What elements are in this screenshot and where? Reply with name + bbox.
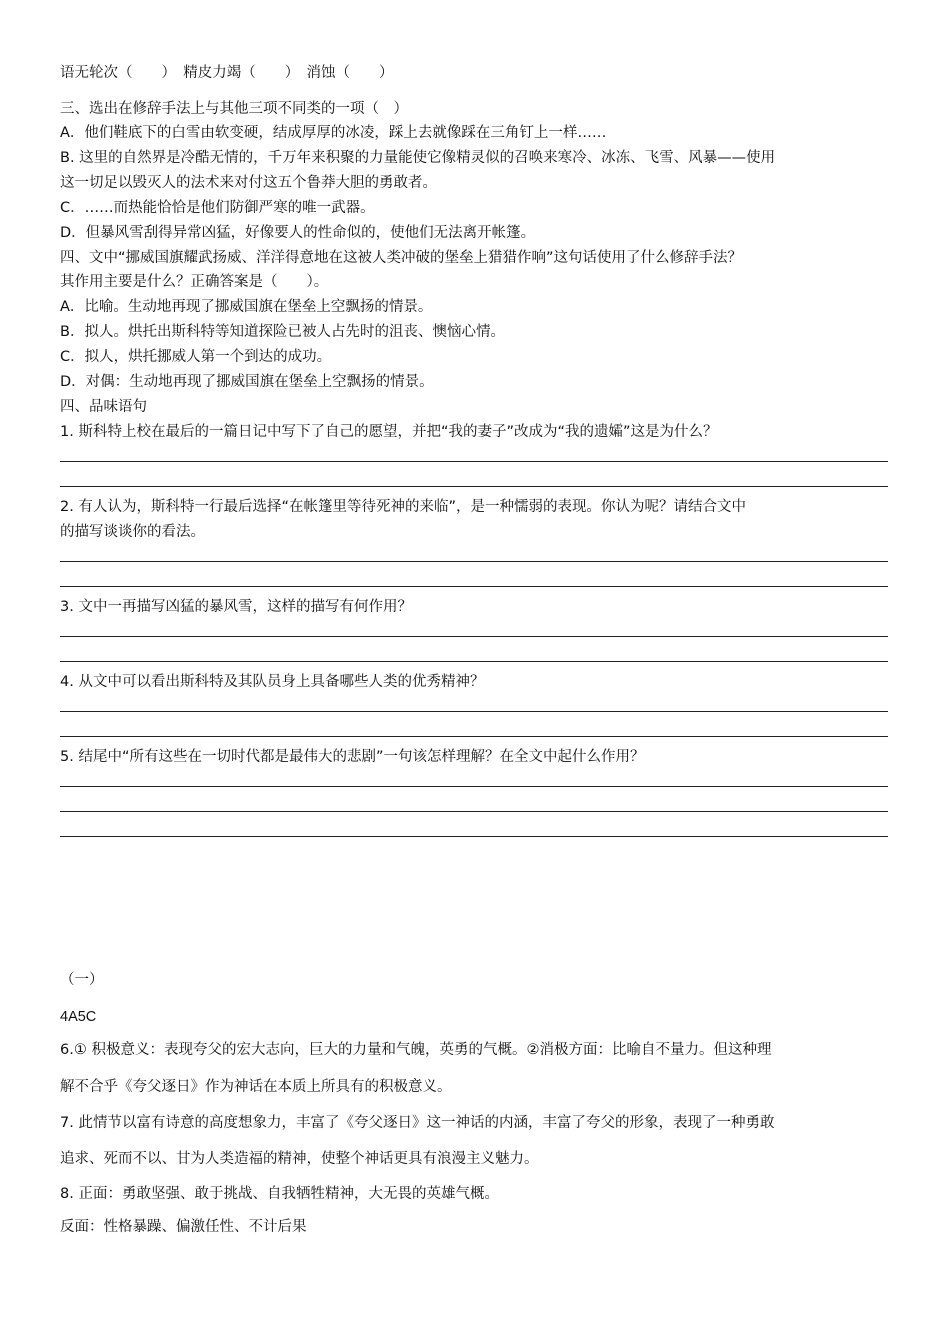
question-2-line2: 的描写谈谈你的看法。 bbox=[60, 524, 205, 540]
answer-7-line1: 7. 此情节以富有诗意的高度想象力，丰富了《夸父逐日》这一神话的内涵，丰富了夸父的形象，表现了一种勇敢 bbox=[60, 1115, 775, 1131]
q4-title-line2: 其作用主要是什么？正确答案是（ ）。 bbox=[60, 274, 329, 290]
q4-option-b: B．拟人。烘托出斯科特等知道探险已被人占先时的沮丧、懊恼心情。 bbox=[60, 324, 505, 340]
answer-8-line2: 反面：性格暴躁、偏激任性、不计后果 bbox=[60, 1219, 307, 1235]
answer-line[interactable] bbox=[60, 786, 888, 787]
q3-option-d: D．但暴风雪刮得异常凶猛，好像要人的性命似的，使他们无法离开帐篷。 bbox=[60, 225, 536, 241]
answer-line[interactable] bbox=[60, 586, 888, 587]
answer-line[interactable] bbox=[60, 661, 888, 662]
answer-line[interactable] bbox=[60, 636, 888, 637]
answer-6-line2: 解不合乎《夸父逐日》作为神话在本质上所具有的积极意义。 bbox=[60, 1079, 452, 1095]
q3-option-b-line1: B. 这里的自然界是冷酷无情的，千万年来积聚的力量能使它像精灵似的召唤来寒冷、冰冻、飞雪、风暴——使用 bbox=[60, 150, 776, 166]
q3-title: 三、选出在修辞手法上与其他三项不同类的一项（ ） bbox=[60, 101, 408, 117]
answer-line[interactable] bbox=[60, 461, 888, 462]
q3-option-c: C．……而热能恰恰是他们防御严寒的唯一武器。 bbox=[60, 200, 375, 216]
answer-line[interactable] bbox=[60, 486, 888, 487]
question-1: 1. 斯科特上校在最后的一篇日记中写下了自己的愿望，并把“我的妻子”改成为“我的遗孀”这是为什么？ bbox=[60, 424, 718, 440]
answer-8-line1: 8. 正面：勇敢坚强、敢于挑战、自我牺牲精神，大无畏的英雄气概。 bbox=[60, 1186, 499, 1202]
vocab-blanks-line: 语无轮次（ ） 精皮力竭（ ） 消蚀（ ） bbox=[60, 65, 394, 81]
answer-line[interactable] bbox=[60, 711, 888, 712]
question-4: 4. 从文中可以看出斯科特及其队员身上具备哪些人类的优秀精神？ bbox=[60, 674, 485, 690]
q4-title-line1: 四、文中“挪威国旗耀武扬威、洋洋得意地在这被人类冲破的堡垒上猎猎作响”这句话使用了什么修辞手法？ bbox=[60, 250, 743, 266]
q4-option-d: D．对偶：生动地再现了挪威国旗在堡垒上空飘扬的情景。 bbox=[60, 374, 434, 390]
answer-line[interactable] bbox=[60, 561, 888, 562]
q3-option-b-line2: 这一切足以毁灭人的法术来对付这五个鲁莽大胆的勇敢者。 bbox=[60, 175, 437, 191]
question-2-line1: 2. 有人认为，斯科特一行最后选择“在帐篷里等待死神的来临”，是一种懦弱的表现。你认为呢？请结合文中 bbox=[60, 499, 746, 515]
answer-7-line2: 追求、死而不以、甘为人类造福的精神，使整个神话更具有浪漫主义魅力。 bbox=[60, 1151, 539, 1167]
answer-6-line1: 6.① 积极意义：表现夸父的宏大志向，巨大的力量和气魄，英勇的气概。②消极方面：比喻自不量力。但这种理 bbox=[60, 1042, 772, 1058]
answer-line[interactable] bbox=[60, 736, 888, 737]
q4-option-a: A．比喻。生动地再现了挪威国旗在堡垒上空飘扬的情景。 bbox=[60, 299, 433, 315]
answers-multiple-choice: 4A5C bbox=[60, 1009, 97, 1025]
question-3: 3. 文中一再描写凶猛的暴风雪，这样的描写有何作用？ bbox=[60, 599, 412, 615]
section-title-savor-sentences: 四、品味语句 bbox=[60, 399, 147, 415]
q3-option-a: A．他们鞋底下的白雪由软变硬，结成厚厚的冰凌，踩上去就像踩在三角钉上一样…… bbox=[60, 125, 607, 141]
answer-line[interactable] bbox=[60, 811, 888, 812]
answer-line[interactable] bbox=[60, 836, 888, 837]
question-5: 5. 结尾中“所有这些在一切时代都是最伟大的悲剧”一句该怎样理解？在全文中起什么作用？ bbox=[60, 749, 645, 765]
q4-option-c: C．拟人，烘托挪威人第一个到达的成功。 bbox=[60, 349, 332, 365]
answers-header: （一） bbox=[60, 972, 104, 988]
